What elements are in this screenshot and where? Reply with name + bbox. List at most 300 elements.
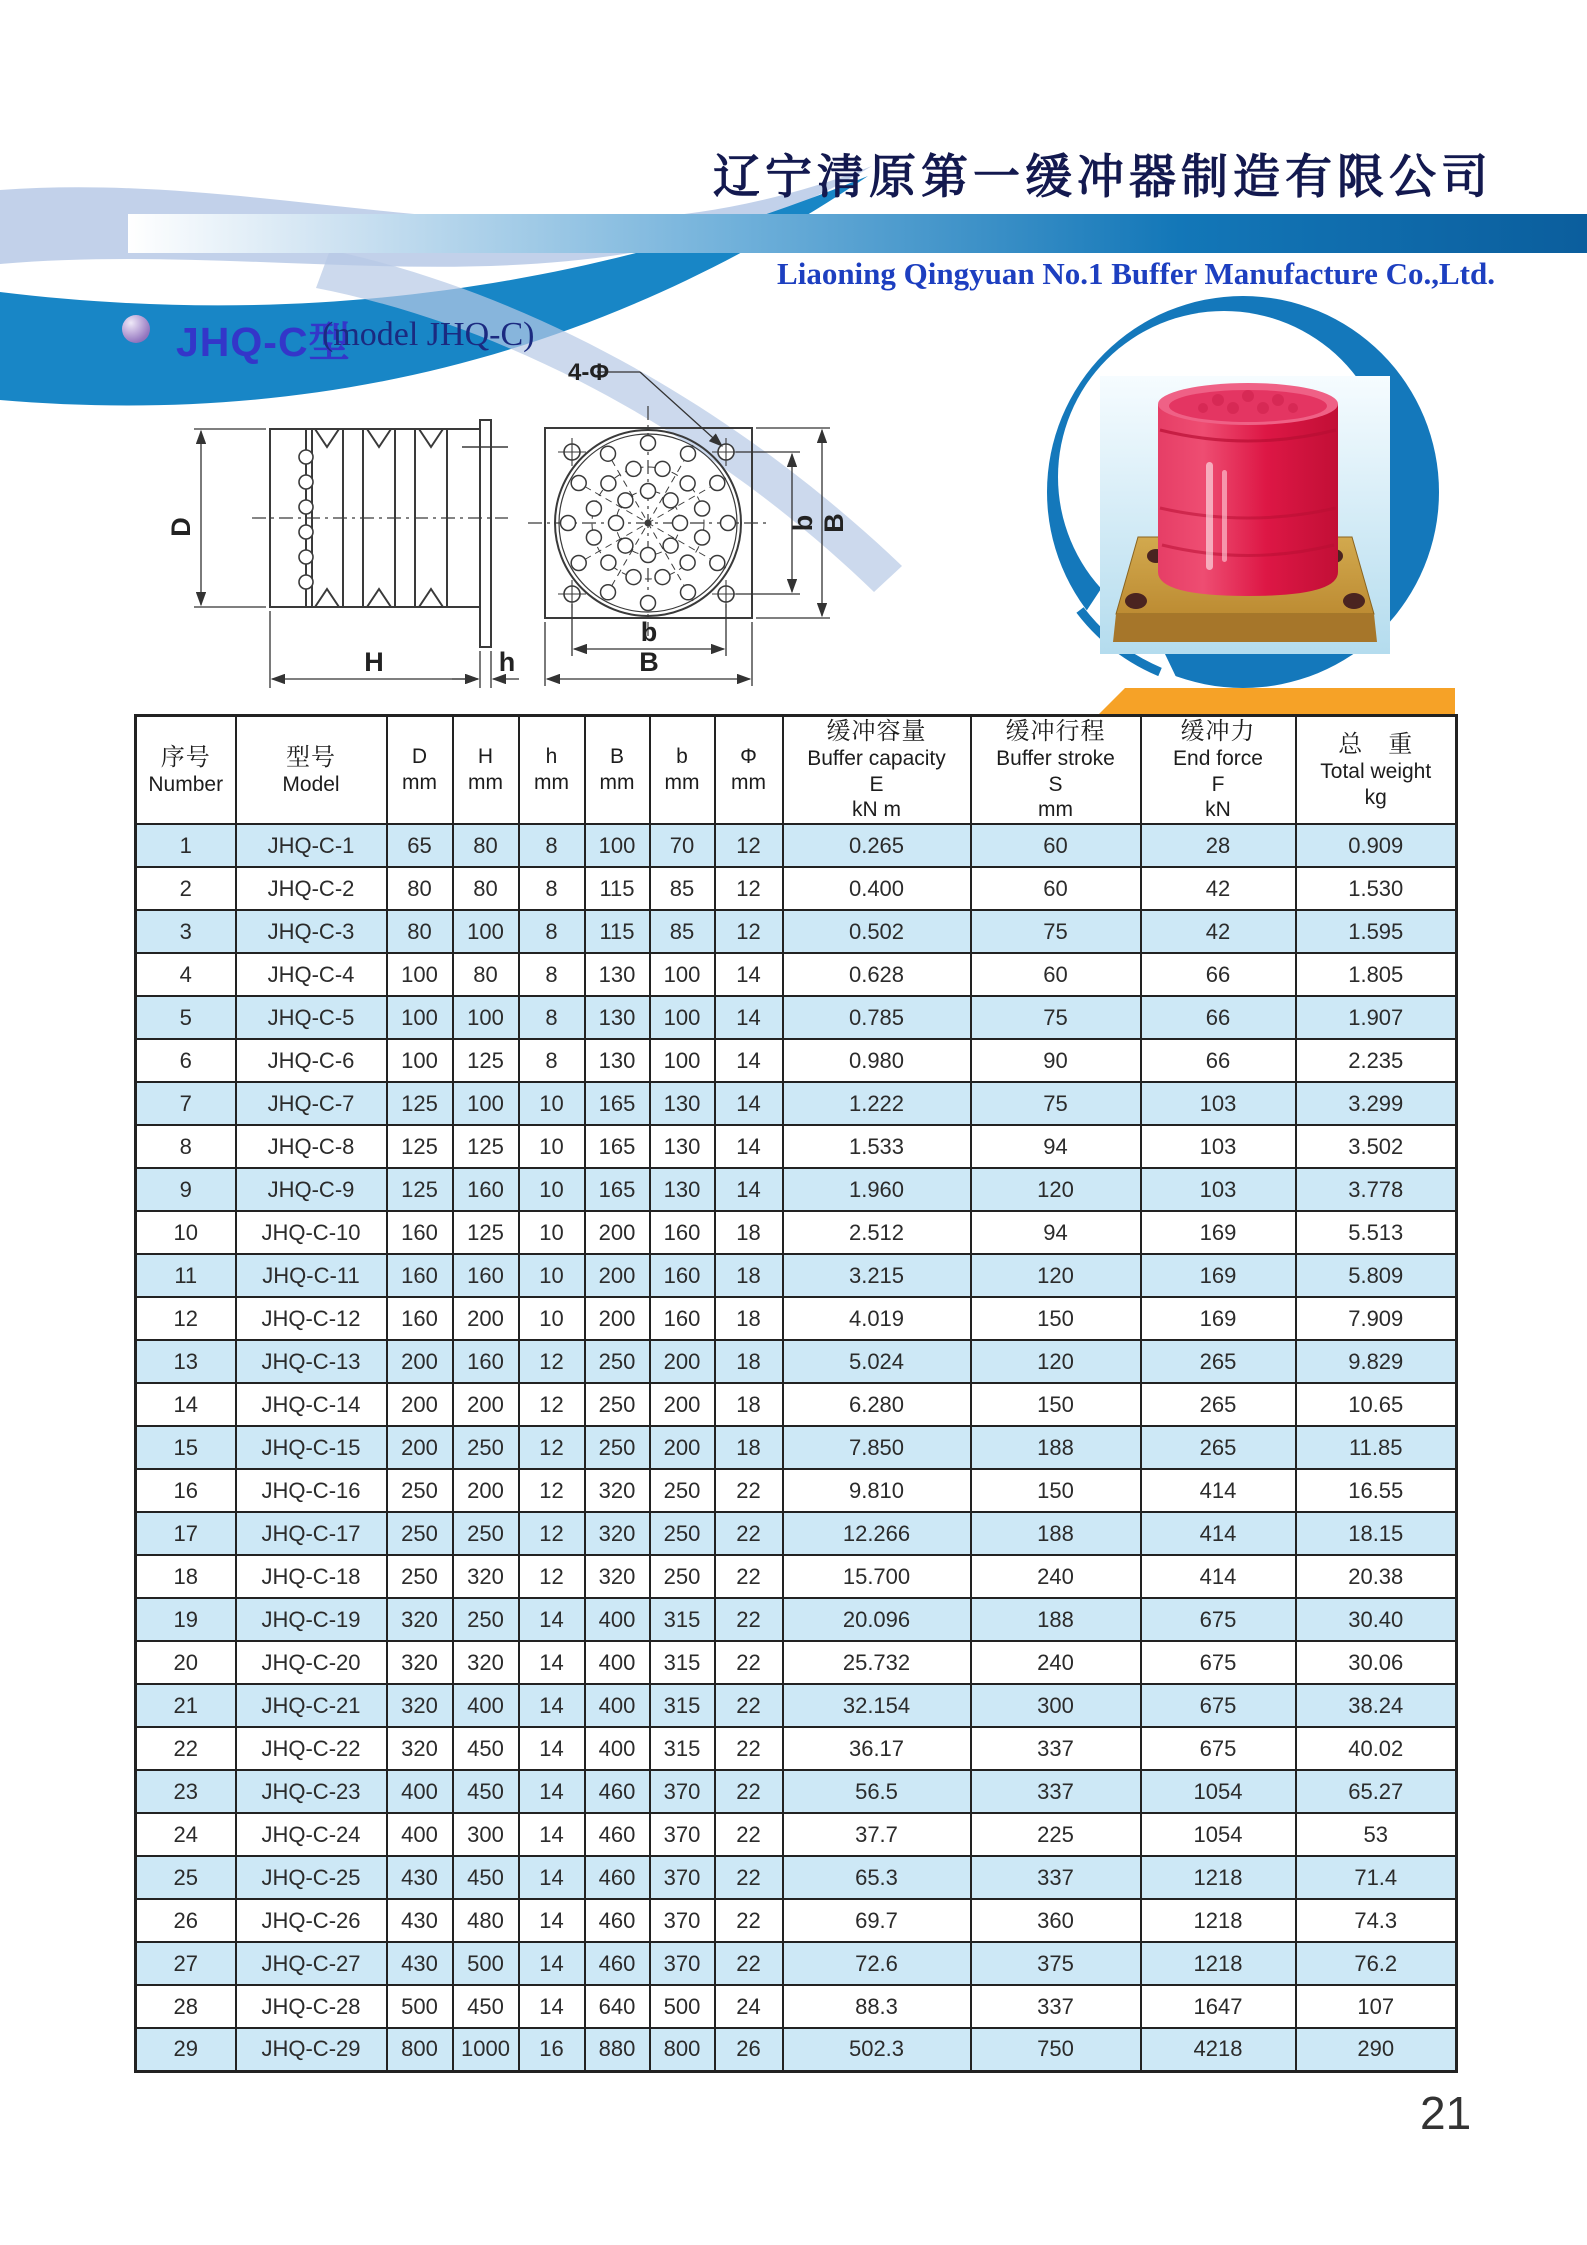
table-cell: 370: [650, 1856, 715, 1899]
table-cell: JHQ-C-3: [236, 910, 387, 953]
column-header: 型号 Model: [236, 716, 387, 825]
table-cell: 0.785: [783, 996, 971, 1039]
table-cell: 10: [519, 1254, 585, 1297]
table-cell: 250: [585, 1340, 650, 1383]
table-cell: 0.502: [783, 910, 971, 953]
table-cell: 460: [585, 1856, 650, 1899]
table-cell: 75: [971, 996, 1141, 1039]
table-cell: 1: [136, 824, 236, 867]
table-cell: 18.15: [1296, 1512, 1457, 1555]
table-cell: 56.5: [783, 1770, 971, 1813]
column-header: h mm: [519, 716, 585, 825]
column-header: 缓冲力 End force F kN: [1141, 716, 1296, 825]
table-cell: 675: [1141, 1684, 1296, 1727]
table-cell: 320: [453, 1641, 519, 1684]
table-cell: 6: [136, 1039, 236, 1082]
table-cell: 130: [585, 996, 650, 1039]
dim-label-b-cap: B: [639, 647, 659, 677]
table-cell: 200: [650, 1426, 715, 1469]
dim-label-d: D: [166, 517, 196, 537]
table-row: [136, 1641, 1457, 1684]
table-cell: 125: [453, 1039, 519, 1082]
table-cell: 20.38: [1296, 1555, 1457, 1598]
table-cell: JHQ-C-29: [236, 2028, 387, 2071]
table-cell: 675: [1141, 1727, 1296, 1770]
table-cell: JHQ-C-6: [236, 1039, 387, 1082]
table-row: [136, 1469, 1457, 1512]
table-cell: 160: [387, 1254, 453, 1297]
table-cell: 169: [1141, 1254, 1296, 1297]
table-cell: 13: [136, 1340, 236, 1383]
table-cell: 400: [585, 1727, 650, 1770]
table-cell: 14: [519, 1856, 585, 1899]
table-cell: JHQ-C-16: [236, 1469, 387, 1512]
table-cell: 0.400: [783, 867, 971, 910]
column-header: B mm: [585, 716, 650, 825]
table-row: [136, 1125, 1457, 1168]
table-cell: 94: [971, 1125, 1141, 1168]
table-cell: 14: [715, 1082, 783, 1125]
table-cell: 5.024: [783, 1340, 971, 1383]
table-cell: 165: [585, 1168, 650, 1211]
dim-label-h-cap: H: [364, 647, 384, 677]
table-cell: JHQ-C-23: [236, 1770, 387, 1813]
table-row: [136, 1383, 1457, 1426]
table-cell: 640: [585, 1985, 650, 2028]
dim-label-b-cap-side: B: [819, 513, 849, 533]
table-cell: 250: [453, 1598, 519, 1641]
table-cell: 300: [453, 1813, 519, 1856]
table-cell: 12: [715, 867, 783, 910]
table-cell: 320: [387, 1684, 453, 1727]
table-cell: 70: [650, 824, 715, 867]
table-cell: 71.4: [1296, 1856, 1457, 1899]
table-cell: 72.6: [783, 1942, 971, 1985]
table-cell: 12: [136, 1297, 236, 1340]
spec-table-body: [136, 824, 1457, 2071]
table-cell: 130: [585, 1039, 650, 1082]
table-cell: 250: [387, 1469, 453, 1512]
table-cell: 12: [715, 910, 783, 953]
table-cell: 1218: [1141, 1856, 1296, 1899]
table-cell: 22: [715, 1813, 783, 1856]
table-cell: 14: [715, 1168, 783, 1211]
table-row: [136, 1856, 1457, 1899]
table-cell: 12: [715, 824, 783, 867]
table-cell: 18: [715, 1426, 783, 1469]
column-header: 总 重 Total weight kg: [1296, 716, 1457, 825]
table-cell: 21: [136, 1684, 236, 1727]
table-cell: 160: [650, 1254, 715, 1297]
table-cell: JHQ-C-21: [236, 1684, 387, 1727]
table-cell: 26: [136, 1899, 236, 1942]
table-cell: 75: [971, 1082, 1141, 1125]
table-cell: 65.3: [783, 1856, 971, 1899]
table-accent-tab: [1098, 688, 1455, 715]
table-cell: JHQ-C-24: [236, 1813, 387, 1856]
table-cell: 3.299: [1296, 1082, 1457, 1125]
table-cell: 66: [1141, 953, 1296, 996]
table-cell: 414: [1141, 1469, 1296, 1512]
table-row: [136, 1039, 1457, 1082]
dim-label-b-low: b: [640, 617, 658, 647]
table-cell: 225: [971, 1813, 1141, 1856]
table-cell: 22: [715, 1727, 783, 1770]
table-cell: 188: [971, 1426, 1141, 1469]
table-row: [136, 1512, 1457, 1555]
table-cell: 5: [136, 996, 236, 1039]
dim-label-phi: 4-Φ: [568, 359, 610, 386]
table-cell: 125: [387, 1168, 453, 1211]
table-cell: 100: [453, 1082, 519, 1125]
table-cell: 27: [136, 1942, 236, 1985]
table-cell: 66: [1141, 1039, 1296, 1082]
table-cell: 500: [650, 1985, 715, 2028]
table-cell: 29: [136, 2028, 236, 2071]
table-cell: 85: [650, 867, 715, 910]
column-header: Φ mm: [715, 716, 783, 825]
table-cell: 88.3: [783, 1985, 971, 2028]
table-cell: 10: [519, 1168, 585, 1211]
table-row: [136, 996, 1457, 1039]
table-cell: 188: [971, 1512, 1141, 1555]
table-cell: 150: [971, 1383, 1141, 1426]
column-header: D mm: [387, 716, 453, 825]
table-cell: 22: [715, 1942, 783, 1985]
table-cell: 1.805: [1296, 953, 1457, 996]
table-cell: 20: [136, 1641, 236, 1684]
table-cell: 400: [387, 1770, 453, 1813]
table-cell: 130: [650, 1168, 715, 1211]
table-cell: 6.280: [783, 1383, 971, 1426]
table-cell: 160: [650, 1297, 715, 1340]
table-cell: 5.809: [1296, 1254, 1457, 1297]
table-cell: 800: [650, 2028, 715, 2071]
table-cell: 8: [136, 1125, 236, 1168]
company-name-en: Liaoning Qingyuan No.1 Buffer Manufacture Co.,Ltd.: [777, 256, 1495, 291]
table-cell: 38.24: [1296, 1684, 1457, 1727]
table-cell: 160: [650, 1211, 715, 1254]
table-cell: 460: [585, 1770, 650, 1813]
table-cell: 430: [387, 1856, 453, 1899]
table-cell: 1.222: [783, 1082, 971, 1125]
technical-drawing: [120, 340, 860, 700]
table-cell: 200: [585, 1297, 650, 1340]
table-cell: 7.850: [783, 1426, 971, 1469]
table-cell: 60: [971, 867, 1141, 910]
table-cell: 14: [715, 996, 783, 1039]
table-cell: 94: [971, 1211, 1141, 1254]
table-cell: 414: [1141, 1555, 1296, 1598]
table-cell: 200: [453, 1383, 519, 1426]
table-cell: 10: [519, 1211, 585, 1254]
table-cell: 165: [585, 1082, 650, 1125]
table-cell: 65: [387, 824, 453, 867]
table-cell: 160: [453, 1340, 519, 1383]
table-cell: 130: [650, 1125, 715, 1168]
table-cell: 1.530: [1296, 867, 1457, 910]
table-cell: 200: [387, 1383, 453, 1426]
dim-label-b-low-side: b: [788, 514, 818, 532]
table-cell: 14: [715, 1125, 783, 1168]
table-cell: 18: [715, 1297, 783, 1340]
table-cell: 85: [650, 910, 715, 953]
table-cell: 100: [387, 996, 453, 1039]
table-cell: 10.65: [1296, 1383, 1457, 1426]
table-cell: 107: [1296, 1985, 1457, 2028]
table-cell: 8: [519, 953, 585, 996]
table-cell: 10: [519, 1297, 585, 1340]
table-cell: 160: [453, 1254, 519, 1297]
table-cell: 12: [519, 1512, 585, 1555]
table-row: [136, 1899, 1457, 1942]
table-cell: 5.513: [1296, 1211, 1457, 1254]
table-cell: 103: [1141, 1125, 1296, 1168]
bullet-sphere-icon: [122, 315, 150, 343]
table-cell: 100: [453, 910, 519, 953]
table-cell: 30.06: [1296, 1641, 1457, 1684]
table-cell: 400: [585, 1598, 650, 1641]
table-cell: 460: [585, 1942, 650, 1985]
table-cell: 18: [715, 1211, 783, 1254]
table-cell: 150: [971, 1297, 1141, 1340]
table-cell: 14: [519, 1598, 585, 1641]
page-number: 21: [1420, 2087, 1472, 2139]
table-cell: 265: [1141, 1383, 1296, 1426]
table-cell: JHQ-C-26: [236, 1899, 387, 1942]
table-cell: 11.85: [1296, 1426, 1457, 1469]
table-cell: 160: [453, 1168, 519, 1211]
header-gradient-band: [128, 214, 1587, 253]
table-cell: 25: [136, 1856, 236, 1899]
table-cell: JHQ-C-17: [236, 1512, 387, 1555]
table-cell: 53: [1296, 1813, 1457, 1856]
company-name-zh: 辽宁清原第一缓冲器制造有限公司: [713, 152, 1493, 204]
table-cell: JHQ-C-19: [236, 1598, 387, 1641]
table-cell: 24: [715, 1985, 783, 2028]
table-cell: 100: [387, 953, 453, 996]
table-cell: 1.960: [783, 1168, 971, 1211]
table-cell: 370: [650, 1899, 715, 1942]
table-cell: JHQ-C-9: [236, 1168, 387, 1211]
table-cell: 265: [1141, 1426, 1296, 1469]
table-row: [136, 1598, 1457, 1641]
table-cell: 12: [519, 1469, 585, 1512]
table-cell: 22: [715, 1641, 783, 1684]
table-cell: 337: [971, 1727, 1141, 1770]
table-cell: JHQ-C-15: [236, 1426, 387, 1469]
table-cell: 130: [650, 1082, 715, 1125]
table-cell: 200: [453, 1297, 519, 1340]
table-cell: 8: [519, 910, 585, 953]
table-row: [136, 1168, 1457, 1211]
table-cell: 22: [715, 1684, 783, 1727]
column-header: 缓冲容量 Buffer capacity E kN m: [783, 716, 971, 825]
table-cell: 32.154: [783, 1684, 971, 1727]
table-cell: JHQ-C-12: [236, 1297, 387, 1340]
table-cell: 100: [650, 953, 715, 996]
section-title-zh: JHQ-C型: [176, 319, 351, 365]
table-cell: 65.27: [1296, 1770, 1457, 1813]
table-cell: 18: [715, 1383, 783, 1426]
table-cell: 250: [453, 1512, 519, 1555]
table-cell: 28: [136, 1985, 236, 2028]
table-cell: 320: [387, 1641, 453, 1684]
table-cell: 360: [971, 1899, 1141, 1942]
table-cell: 430: [387, 1899, 453, 1942]
table-cell: 40.02: [1296, 1727, 1457, 1770]
table-cell: 4218: [1141, 2028, 1296, 2071]
table-cell: 60: [971, 824, 1141, 867]
table-cell: 200: [585, 1254, 650, 1297]
dim-label-h-low: h: [498, 647, 516, 677]
table-cell: JHQ-C-14: [236, 1383, 387, 1426]
table-cell: 240: [971, 1641, 1141, 1684]
table-cell: 265: [1141, 1340, 1296, 1383]
table-cell: 14: [136, 1383, 236, 1426]
table-cell: 16: [136, 1469, 236, 1512]
table-row: [136, 1727, 1457, 1770]
table-cell: 24: [136, 1813, 236, 1856]
table-row: [136, 1985, 1457, 2028]
table-cell: 9.829: [1296, 1340, 1457, 1383]
table-cell: 3.502: [1296, 1125, 1457, 1168]
table-cell: 100: [585, 824, 650, 867]
table-cell: 370: [650, 1770, 715, 1813]
table-cell: 0.980: [783, 1039, 971, 1082]
table-cell: 0.909: [1296, 824, 1457, 867]
table-cell: 169: [1141, 1211, 1296, 1254]
table-cell: JHQ-C-7: [236, 1082, 387, 1125]
table-cell: 115: [585, 867, 650, 910]
table-row: [136, 1340, 1457, 1383]
table-cell: 14: [715, 1039, 783, 1082]
table-cell: 165: [585, 1125, 650, 1168]
table-cell: JHQ-C-13: [236, 1340, 387, 1383]
table-cell: 100: [650, 996, 715, 1039]
table-cell: 10: [136, 1211, 236, 1254]
table-cell: 22: [715, 1899, 783, 1942]
table-cell: 200: [650, 1340, 715, 1383]
table-cell: 315: [650, 1641, 715, 1684]
table-cell: JHQ-C-8: [236, 1125, 387, 1168]
table-cell: 460: [585, 1813, 650, 1856]
table-cell: 8: [519, 1039, 585, 1082]
table-cell: 20.096: [783, 1598, 971, 1641]
table-cell: 400: [387, 1813, 453, 1856]
table-cell: 320: [387, 1727, 453, 1770]
table-cell: 100: [387, 1039, 453, 1082]
table-cell: 12.266: [783, 1512, 971, 1555]
table-cell: 0.265: [783, 824, 971, 867]
table-cell: 14: [519, 1899, 585, 1942]
table-cell: 315: [650, 1684, 715, 1727]
table-cell: JHQ-C-4: [236, 953, 387, 996]
table-cell: 100: [453, 996, 519, 1039]
table-cell: 103: [1141, 1082, 1296, 1125]
table-cell: 675: [1141, 1641, 1296, 1684]
table-cell: 22: [715, 1598, 783, 1641]
column-header: b mm: [650, 716, 715, 825]
table-cell: 320: [585, 1555, 650, 1598]
table-cell: 200: [387, 1340, 453, 1383]
table-cell: JHQ-C-5: [236, 996, 387, 1039]
table-cell: 80: [453, 953, 519, 996]
product-photo: [1030, 280, 1470, 710]
table-cell: 160: [387, 1211, 453, 1254]
table-cell: 125: [387, 1082, 453, 1125]
table-cell: 2.235: [1296, 1039, 1457, 1082]
table-cell: 250: [585, 1383, 650, 1426]
table-cell: 25.732: [783, 1641, 971, 1684]
table-row: [136, 1684, 1457, 1727]
table-cell: 240: [971, 1555, 1141, 1598]
table-cell: 315: [650, 1727, 715, 1770]
table-cell: 1.533: [783, 1125, 971, 1168]
table-cell: 450: [453, 1856, 519, 1899]
table-cell: 750: [971, 2028, 1141, 2071]
table-cell: JHQ-C-11: [236, 1254, 387, 1297]
table-cell: 375: [971, 1942, 1141, 1985]
table-cell: 11: [136, 1254, 236, 1297]
table-cell: 16: [519, 2028, 585, 2071]
table-cell: 125: [453, 1211, 519, 1254]
table-cell: JHQ-C-22: [236, 1727, 387, 1770]
table-cell: 370: [650, 1942, 715, 1985]
table-cell: 80: [453, 824, 519, 867]
table-cell: 75: [971, 910, 1141, 953]
table-row: [136, 1211, 1457, 1254]
table-cell: 15.700: [783, 1555, 971, 1598]
table-cell: 80: [387, 910, 453, 953]
table-cell: 42: [1141, 910, 1296, 953]
table-cell: 2: [136, 867, 236, 910]
table-cell: 200: [453, 1469, 519, 1512]
table-cell: 10: [519, 1125, 585, 1168]
table-cell: 120: [971, 1168, 1141, 1211]
table-cell: 69.7: [783, 1899, 971, 1942]
table-cell: JHQ-C-2: [236, 867, 387, 910]
table-cell: 22: [715, 1555, 783, 1598]
table-cell: 4.019: [783, 1297, 971, 1340]
table-cell: 130: [585, 953, 650, 996]
table-cell: 1054: [1141, 1813, 1296, 1856]
table-row: [136, 1254, 1457, 1297]
table-cell: 1000: [453, 2028, 519, 2071]
table-cell: 28: [1141, 824, 1296, 867]
header-row: [136, 716, 1457, 825]
table-cell: 250: [585, 1426, 650, 1469]
table-cell: 250: [387, 1555, 453, 1598]
table-cell: 22: [715, 1512, 783, 1555]
table-cell: 80: [387, 867, 453, 910]
table-cell: 250: [650, 1555, 715, 1598]
table-cell: 250: [650, 1512, 715, 1555]
table-cell: 18: [136, 1555, 236, 1598]
table-cell: 12: [519, 1426, 585, 1469]
table-cell: 880: [585, 2028, 650, 2071]
table-cell: 120: [971, 1340, 1141, 1383]
table-cell: 80: [453, 867, 519, 910]
table-cell: 14: [519, 1727, 585, 1770]
table-cell: 800: [387, 2028, 453, 2071]
table-cell: JHQ-C-28: [236, 1985, 387, 2028]
table-cell: 300: [971, 1684, 1141, 1727]
table-cell: 12: [519, 1555, 585, 1598]
table-cell: 1054: [1141, 1770, 1296, 1813]
table-cell: 26: [715, 2028, 783, 2071]
table-cell: 125: [387, 1125, 453, 1168]
